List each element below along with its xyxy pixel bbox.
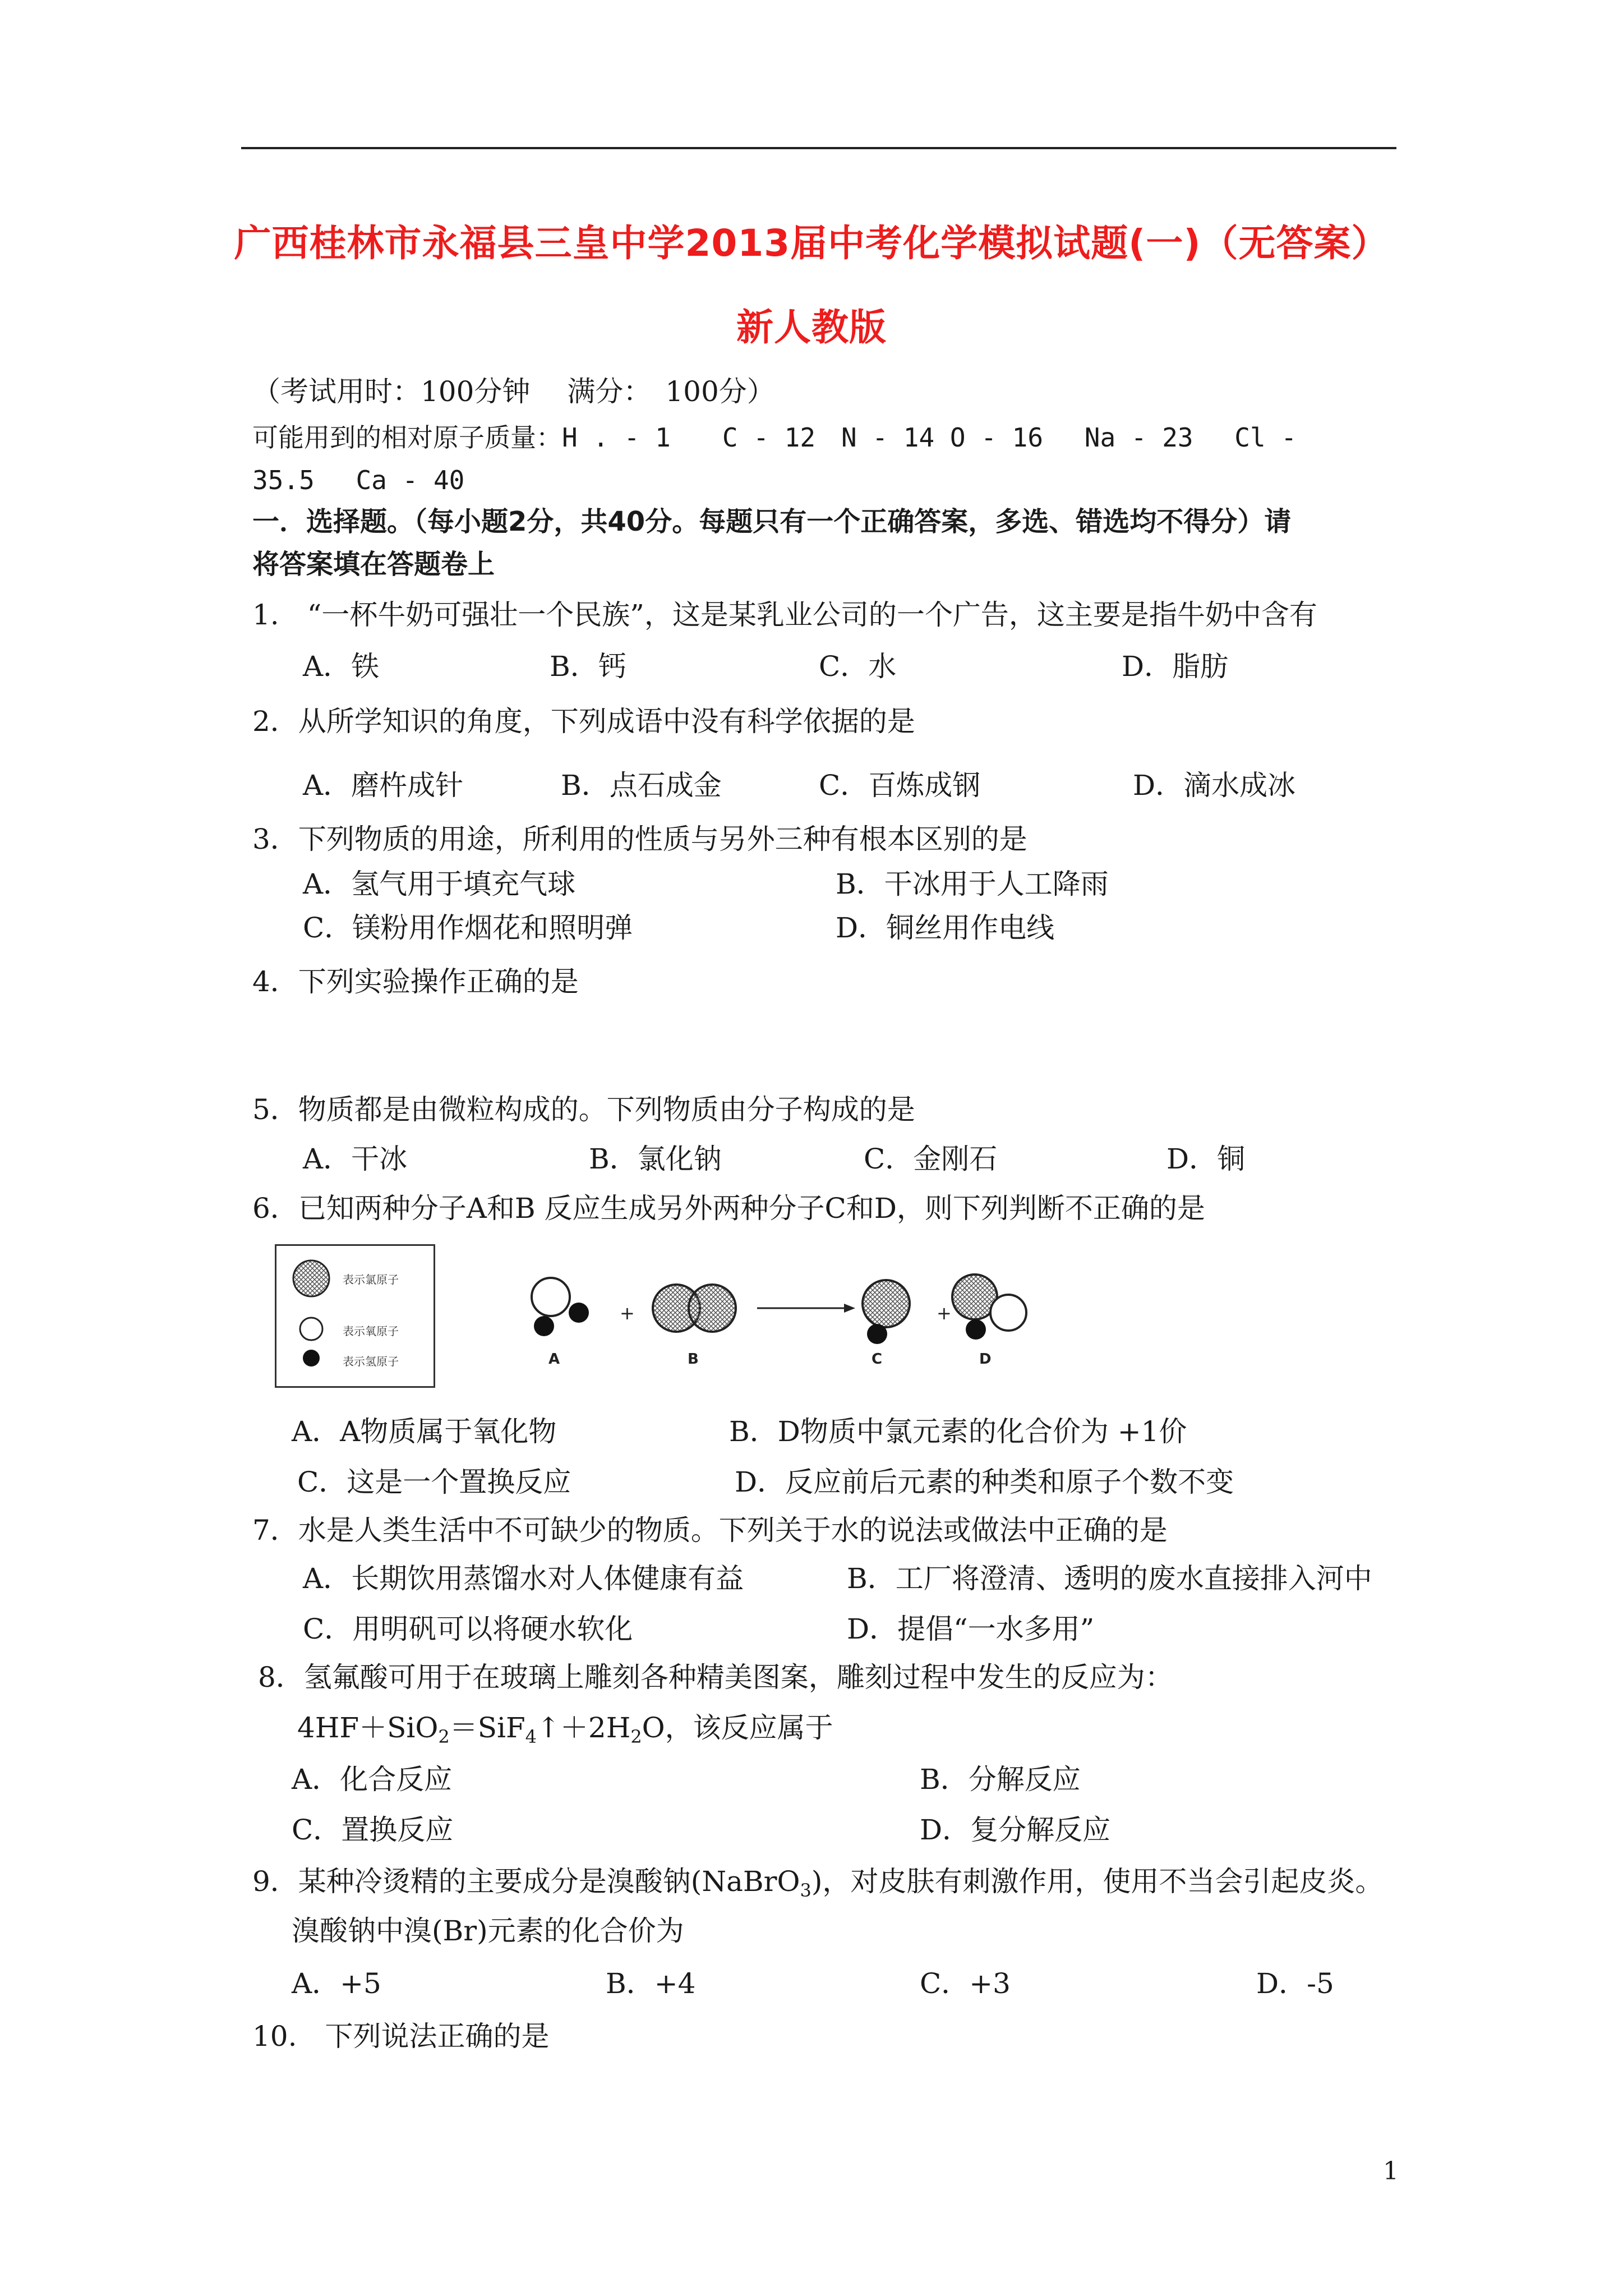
label-b: B xyxy=(688,1351,699,1368)
legend-hydrogen-symbol xyxy=(303,1350,320,1366)
q3-option-a: A．氢气用于填充气球 xyxy=(303,868,576,900)
q1-option-c: C．水 xyxy=(819,650,897,683)
molecule-c xyxy=(863,1280,910,1344)
question-2: 2．从所学知识的角度，下列成语中没有科学依据的是 xyxy=(252,705,915,738)
q6-option-a: A．A物质属于氧化物 xyxy=(292,1415,557,1448)
q5-option-c: C．金刚石 xyxy=(864,1143,998,1175)
legend-chlorine-symbol xyxy=(293,1260,329,1296)
q7-option-a: A．长期饮用蒸馏水对人体健康有益 xyxy=(303,1562,744,1595)
molecule-d xyxy=(952,1274,1026,1340)
exam-info: （考试用时：100分钟 满分： 100分） xyxy=(252,375,775,408)
q1-option-d: D．脂肪 xyxy=(1122,650,1229,683)
q5-option-d: D．铜 xyxy=(1166,1143,1246,1175)
q5-option-a: A．干冰 xyxy=(303,1143,408,1175)
atomic-masses-line1: 可能用到的相对原子质量：H . - 1 C - 12 N - 14 O - 16 Na - 23 Cl - xyxy=(252,422,1297,453)
label-d: D xyxy=(979,1351,992,1368)
q3-option-b: B．干冰用于人工降雨 xyxy=(836,868,1109,900)
question-7: 7．水是人类生活中不可缺少的物质。下列关于水的说法或做法中正确的是 xyxy=(252,1514,1168,1547)
q7-option-d: D．提倡“一水多用” xyxy=(847,1613,1095,1645)
plus-sign: + xyxy=(620,1303,635,1324)
q5-option-b: B．氯化钠 xyxy=(589,1143,722,1175)
legend-oxygen-symbol xyxy=(300,1318,322,1340)
q9-option-c: C．+3 xyxy=(920,1967,1011,2000)
question-3: 3．下列物质的用途，所利用的性质与另外三种有根本区别的是 xyxy=(252,823,1027,855)
section-heading-line1: 一．选择题。（每小题2分，共40分。每题只有一个正确答案，多选、错选均不得分）请 xyxy=(252,506,1292,537)
molecule-legend xyxy=(275,1244,435,1388)
q6-option-b: B．D物质中氯元素的化合价为 +1价 xyxy=(729,1415,1187,1448)
question-4: 4．下列实验操作正确的是 xyxy=(252,965,579,998)
label-c: C xyxy=(872,1351,883,1368)
q8-option-d: D．复分解反应 xyxy=(920,1814,1111,1846)
q8-equation: $4HF+SiO_2=SiF_4↑+2H_2O$，该反应属于 xyxy=(297,1711,833,1747)
legend-hydrogen-label: 表示氢原子 xyxy=(343,1355,399,1368)
legend-oxygen-label: 表示氧原子 xyxy=(343,1324,399,1338)
reaction-diagram xyxy=(505,1245,1066,1391)
q9-option-a: A．+5 xyxy=(292,1967,381,2000)
reaction-arrowhead xyxy=(844,1304,855,1313)
q2-option-a: A．磨杵成针 xyxy=(303,769,464,802)
q8-option-a: A．化合反应 xyxy=(292,1763,453,1796)
q6-option-c: C．这是一个置换反应 xyxy=(297,1466,571,1498)
section-heading-line2: 将答案填在答题卷上 xyxy=(252,549,495,580)
q9-option-b: B．+4 xyxy=(606,1967,696,2000)
q7-option-b: B．工厂将澄清、透明的废水直接排入河中 xyxy=(847,1562,1372,1595)
molecule-b xyxy=(653,1285,736,1332)
q9-option-d: D．-5 xyxy=(1256,1967,1334,2000)
question-6: 6．已知两种分子A和B 反应生成另外两种分子C和D，则下列判断不正确的是 xyxy=(252,1192,1205,1225)
plus-sign: + xyxy=(937,1303,952,1324)
q1-option-b: B．钙 xyxy=(550,650,626,683)
doc-subtitle: 新人教版 xyxy=(736,306,887,349)
question-9: 9．某种冷烫精的主要成分是溴酸钠(NaBrO$_3$)，对皮肤有刺激作用，使用不当会引起皮炎。 xyxy=(252,1865,1384,1901)
question-5: 5．物质都是由微粒构成的。下列物质由分子构成的是 xyxy=(252,1093,915,1126)
molecule-a xyxy=(532,1278,589,1336)
q6-option-d: D．反应前后元素的种类和原子个数不变 xyxy=(735,1466,1234,1498)
question-9-cont: 溴酸钠中溴(Br)元素的化合价为 xyxy=(292,1915,684,1947)
q3-option-c: C．镁粉用作烟花和照明弹 xyxy=(303,912,633,944)
q2-option-d: D．滴水成冰 xyxy=(1133,769,1296,802)
q8-option-c: C．置换反应 xyxy=(292,1814,454,1846)
q7-option-c: C．用明矾可以将硬水软化 xyxy=(303,1613,633,1645)
label-a: A xyxy=(548,1351,560,1368)
header-rule xyxy=(241,147,1396,149)
atomic-masses-line2: 35.5 Ca - 40 xyxy=(252,465,465,495)
q1-option-a: A．铁 xyxy=(303,650,380,683)
q8-option-b: B．分解反应 xyxy=(920,1763,1081,1796)
legend-chlorine-label: 表示氯原子 xyxy=(343,1273,399,1286)
q2-option-b: B．点石成金 xyxy=(561,769,722,802)
q2-option-c: C．百炼成钢 xyxy=(819,769,981,802)
doc-title: 广西桂林市永福县三皇中学2013届中考化学模拟试题(一)（无答案） xyxy=(234,222,1389,265)
q3-option-d: D．铜丝用作电线 xyxy=(836,912,1055,944)
question-1: 1. “一杯牛奶可强壮一个民族”，这是某乳业公司的一个广告，这主要是指牛奶中含有 xyxy=(252,599,1317,631)
question-8: 8．氢氟酸可用于在玻璃上雕刻各种精美图案，雕刻过程中发生的反应为： xyxy=(258,1661,1173,1694)
page-number: 1 xyxy=(1383,2157,1399,2185)
question-10: 10. 下列说法正确的是 xyxy=(252,2020,550,2053)
